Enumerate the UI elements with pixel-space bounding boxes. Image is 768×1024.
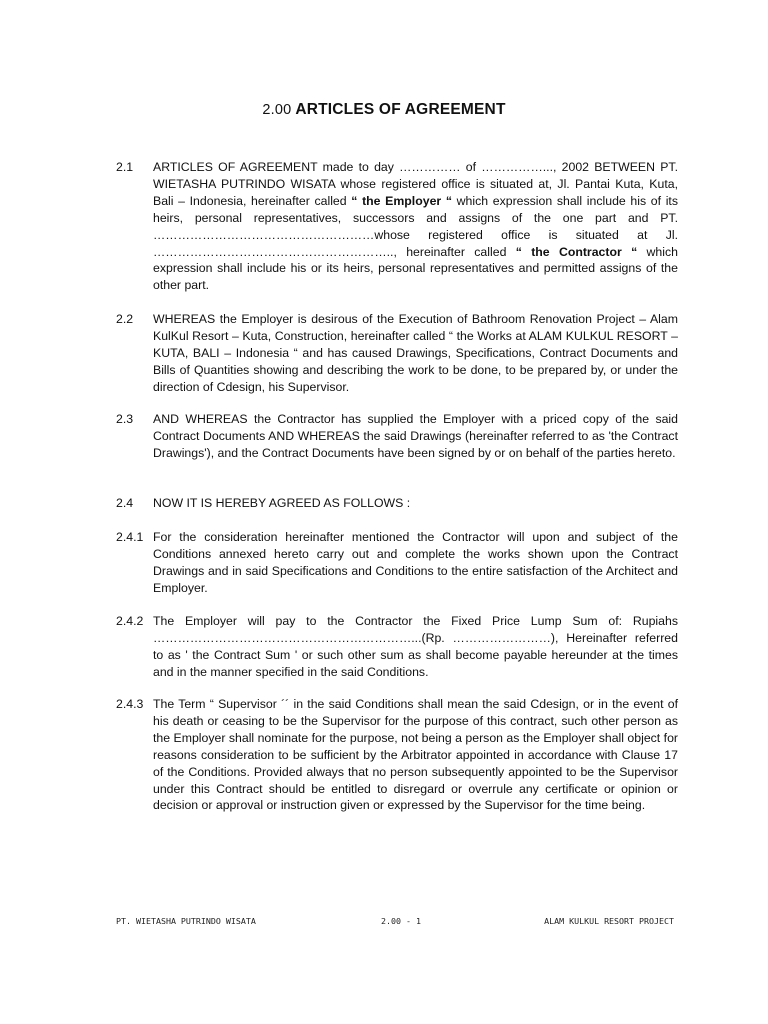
footer-page-number: 2.00 - 1 [381,916,421,926]
clause-number: 2.4.1 [116,530,144,544]
clause-2-4-3 [116,696,678,814]
clause-text-part: which expression shall include his or its heirs, personal representatives and permitted assigns of the other part. [153,244,678,293]
clause-text: AND WHEREAS the Contractor has supplied the Employer with a priced copy of the said Contract Documents AND WHEREAS the said Drawings (hereinafter referred to as 'the Contract Drawings'), and the Contract Documents have been signed by or on behalf of the parties hereto. [153,412,678,460]
clause-text: The Term “ Supervisor ´´ in the said Conditions shall mean the said Cdesign, or in the event of his death or ceasing to be the Supervisor for the purpose of this contract, such other person as the Employer shall nominate for the purpose, not being a person as the Employer shall object for reasons consideration to be sufficient by the Arbitrator appointed in accordance with Clause 17 of the Conditions. Provided always that no person subsequently appointed to be the Supervisor under this Contract should be entitled to disregard or overrule any certificate or opinion or decision or approval or instruction given or expressed by the Supervisor for the time being. [153,697,678,813]
clause-text: For the consideration hereinafter mentioned the Contractor will upon and subject of the Conditions annexed hereto carry out and complete the works shown upon the Contract Drawings and in said Specifications and Conditions to the entire satisfaction of the Architect and Employer. [153,530,678,595]
clause-number: 2.4 [116,496,134,510]
clause-2-1 [116,159,678,294]
clause-2-2 [116,311,678,396]
employer-term: “ the Employer “ [351,193,452,208]
clause-text-part: which expression shall include his of its heirs, personal representatives, successors and assigns of the one part and PT. ………………………………………………whose registered office is situated at Jl. ………………………………………………….., hereinafter called [153,193,678,259]
page-title [0,101,768,119]
clause-number: 2.4.3 [116,697,144,711]
page-footer [116,916,678,930]
clause-2-4-1 [116,529,678,597]
contractor-term: “ the Contractor “ [515,244,638,259]
clause-text: The Employer will pay to the Contractor the Fixed Price Lump Sum of: Rupiahs ………………………………………………………...(Rp. ……………………), Hereinafter referred to as ' the Contract Sum ' or such other sum as shall become payable hereunder at the times and in the manner specified in the said Conditions. [153,614,678,679]
footer-company: PT. WIETASHA PUTRINDO WISATA [116,916,256,926]
clause-text: WHEREAS the Employer is desirous of the Execution of Bathroom Renovation Project – Alam KulKul Resort – Kuta, Construction, hereinafter called “ the Works at ALAM KULKUL RESORT – KUTA, BALI – Indonesia “ and has caused Drawings, Specifications, Contract Documents and Bills of Quantities showing and describing the work to be done, to be prepared by, or under the direction of Cdesign, his Supervisor. [153,312,678,394]
clause-2-4-2 [116,613,678,681]
footer-project: ALAM KULKUL RESORT PROJECT [544,916,674,926]
clause-text: NOW IT IS HEREBY AGREED AS FOLLOWS : [153,496,411,510]
clause-number: 2.3 [116,412,134,426]
clause-number: 2.2 [116,312,134,326]
clause-text [153,159,678,294]
title-number: 2.00 [262,102,292,118]
title-text: ARTICLES OF AGREEMENT [295,101,506,118]
clause-2-4 [116,495,678,512]
clause-number: 2.1 [116,160,134,174]
clause-text-part: ARTICLES OF AGREEMENT made to day …………… of ……………..., 2002 BETWEEN PT. WIETASHA PUTRINDO WISATA whose registered office is situated at, Jl. Pantai Kuta, Kuta, Bali – Indonesia, hereinafter called [153,160,678,208]
clause-2-3 [116,411,678,462]
clause-number: 2.4.2 [116,614,144,628]
